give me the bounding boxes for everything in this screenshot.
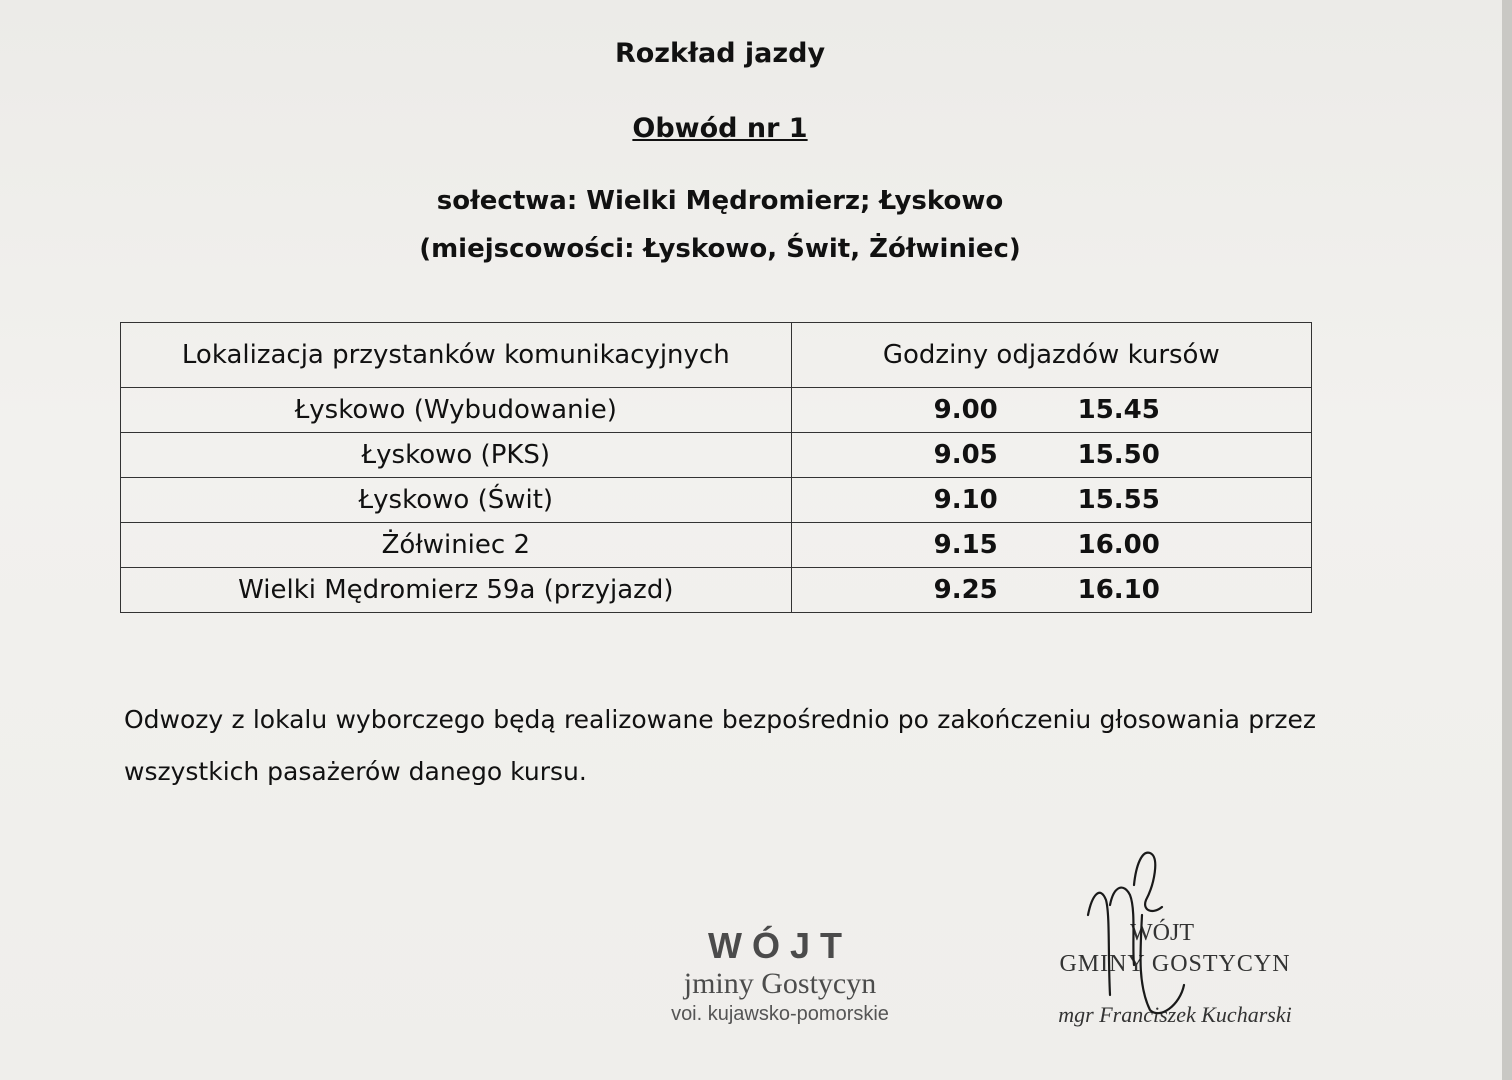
- time-2: 15.50: [1077, 440, 1160, 470]
- page-edge: [1502, 0, 1512, 1080]
- villages-line: sołectwa: Wielki Mędromierz; Łyskowo: [436, 186, 1004, 216]
- document-title: Rozkład jazdy: [614, 38, 826, 69]
- stamp-right-municipality: GMINY GOSTYCYN: [1059, 951, 1291, 977]
- table-row: [121, 568, 1312, 613]
- row-times: [791, 433, 1311, 478]
- row-location: Łyskowo (Wybudowanie): [121, 388, 792, 433]
- time-1: 9.15: [933, 530, 998, 560]
- row-location: Żółwiniec 2: [121, 523, 792, 568]
- time-2: 16.00: [1077, 530, 1160, 560]
- header-location: Lokalizacja przystanków komunikacyjnych: [121, 323, 792, 388]
- time-1: 9.10: [933, 485, 998, 515]
- time-1: 9.05: [933, 440, 998, 470]
- document-subtitle: Obwód nr 1: [632, 113, 808, 144]
- handwritten-signature: [1080, 845, 1190, 1020]
- timetable: [120, 322, 1312, 613]
- time-1: 9.00: [933, 395, 998, 425]
- localities-line: (miejscowości: Łyskowo, Świt, Żółwiniec): [419, 234, 1021, 264]
- time-2: 15.55: [1077, 485, 1160, 515]
- stamp-right-name: mgr Franciszek Kucharski: [1058, 1002, 1292, 1027]
- stamp-title: WÓJT: [708, 925, 852, 966]
- row-times: [791, 388, 1311, 433]
- stamp-municipality: jminy Gostycyn: [683, 967, 877, 1000]
- table-header-row: [121, 323, 1312, 388]
- time-2: 15.45: [1077, 395, 1160, 425]
- return-trip-note: Odwozy z lokalu wyborczego będą realizowane bezpośrednio po zakończeniu głosowania przez wszystkich pasażerów danego kursu.: [124, 705, 1316, 786]
- time-2: 16.10: [1077, 575, 1160, 605]
- header-times: Godziny odjazdów kursów: [791, 323, 1311, 388]
- row-location: Łyskowo (PKS): [121, 433, 792, 478]
- table-row: [121, 478, 1312, 523]
- table-row: [121, 433, 1312, 478]
- row-times: [791, 478, 1311, 523]
- row-times: [791, 523, 1311, 568]
- stamp-right-title: WÓJT: [1130, 920, 1194, 946]
- official-stamp-left: [630, 925, 930, 1026]
- row-location: Wielki Mędromierz 59a (przyjazd): [121, 568, 792, 613]
- row-location: Łyskowo (Świt): [121, 478, 792, 523]
- row-times: [791, 568, 1311, 613]
- table-row: [121, 388, 1312, 433]
- time-1: 9.25: [933, 575, 998, 605]
- table-row: [121, 523, 1312, 568]
- stamp-voivodeship: voi. kujawsko-pomorskie: [671, 1003, 889, 1025]
